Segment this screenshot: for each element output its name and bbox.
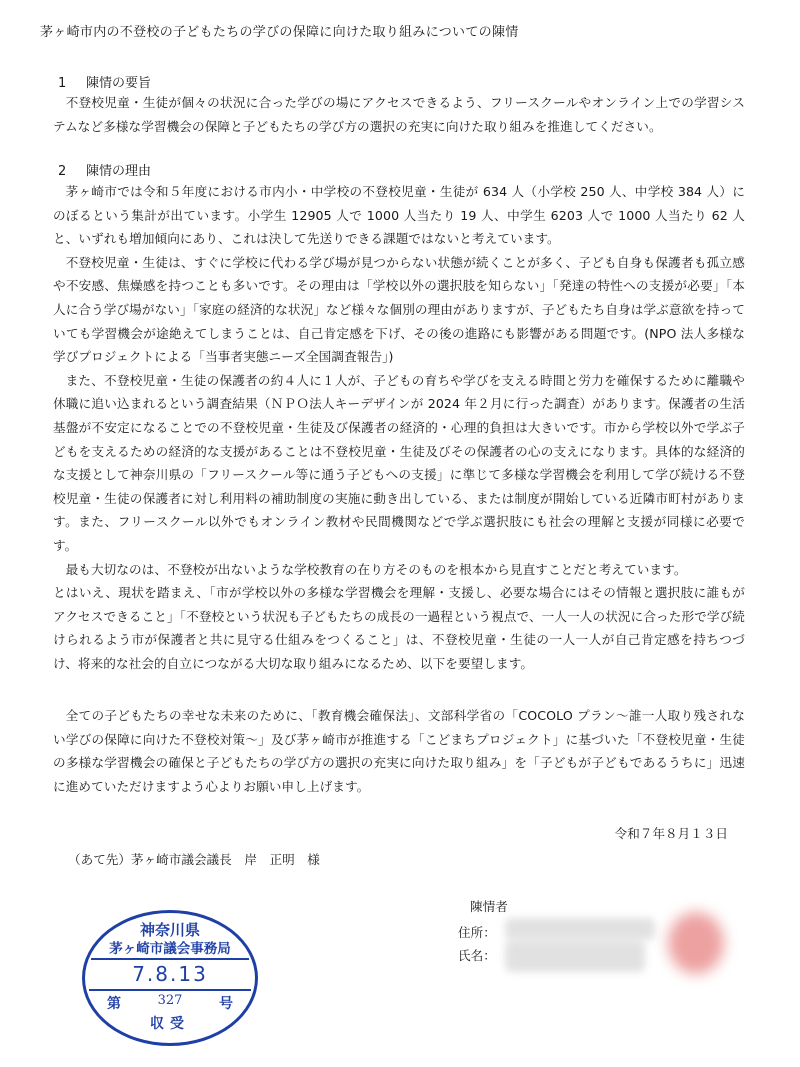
reason-paragraph-1: 茅ヶ崎市では令和５年度における市内小・中学校の不登校児童・生徒が 634 人（小学校 250 人、中学校 384 人）にのぼるという集計が出ています。小学生 12905 人で 1000 人当たり 19 人、中学生 6203 人で 1000 人当たり 62 人と、いずれも増加傾向にあり、これは決して先送りできる課題ではないと考えています。 [53,184,745,247]
name-label: 氏名： [458,948,496,963]
reason-paragraph-3: また、不登校児童・生徒の保護者の約４人に１人が、子どもの育ちや学びを支える時間と労力を確保するために離職や休職に追い込まれるという調査結果（ＮＰＯ法人キーデザインが 2024 年２月に行った調査）があります。保護者の生活基盤が不安定になることでの不登校児童・生徒及び保護者の経済的・心理的負担は大きいです。市から学校以外で学ぶ子どもを支えるための経済的な支援があることは不登校児童・生徒及びその保護者の心の支えになります。具体的な経済的な支援として神奈川県の「フリースクール等に通う子どもへの支援」に準じて多様な学習機会を利用して学び続ける不登校児童・生徒の保護者に対し利用料の補助制度の実施に動き出している、または制度が開始している近隣市町村があります。また、フリースクール以外でもオンライン教材や民間機関などで学ぶ選択肢にも社会の理解と支援が同様に必要です。 [53,372,745,553]
petitioner-label: 陳情者 [470,899,508,914]
stamp-office: 茅ヶ崎市議会事務局 [109,941,231,957]
section-1-text: 不登校児童・生徒が個々の状況に合った学びの場にアクセスできるよう、フリースクールやオンライン上での学習システムなど多様な学習機会の保障と子どもたちの学び方の選択の充実に向けた取り組みを推進してください。 [53,95,745,134]
stamp-go: 号 [219,996,233,1012]
redacted-address [505,918,655,940]
addressee: （あて先）茅ヶ崎市議会議長 岸 正明 様 [68,852,320,867]
stamp-date: 7.8.13 [132,962,208,986]
section-2-title: 陳情の理由 [86,164,152,179]
reason-paragraph-5: とはいえ、現状を踏まえ、「市が学校以外の多様な学習機会を理解・支援し、必要な場合にはその情報と選択肢に誰もがアクセスできること」「不登校という状況も子どもたちの成長の一過程という視点で、一人一人の状況に合った形で学び続けられるよう市が保護者と共に見守る仕組みをつくること」は、不登校児童・生徒の一人一人が自己肯定感を持ちつづけ、将来的な社会的自立につながる大切な取り組みになるため、以下を要望します。 [53,585,745,671]
document-title: 茅ヶ崎市内の不登校の子どもたちの学びの保障に向けた取り組みについての陳情 [40,25,519,40]
stamp-divider-top [91,958,249,960]
section-2-heading [58,160,151,179]
section-1-title: 陳情の要旨 [86,76,152,91]
section-1-body [53,91,745,138]
section-2-number: 2 [58,164,67,179]
stamp-number: 327 [157,993,183,1008]
address-label: 住所： [458,925,496,940]
reason-paragraph-4: 最も大切なのは、不登校が出ないような学校教育の在り方そのものを根本から見直すことだと考えています。 [65,561,687,577]
section-1-number: 1 [58,76,67,91]
reason-paragraph-2: 不登校児童・生徒は、すぐに学校に代わる学び場が見つからない状態が続くことが多く、子ども自身も保護者も孤立感や不安感、焦燥感を持つことも多いです。その理由は「学校以外の選択肢を知らない」「発達の特性への支援が必要」「本人に合う学び場がない」「家庭の経済的な状況」など様々な個別の理由がありますが、子どもたち自身は学ぶ意欲を持っていても学習機会が途絶えてしまうことは、自己肯定感を下げ、その後の進路にも影響がある問題です。(NPO 法人多様な学びプロジェクトによる「当事者実態ニーズ全国調査報告」) [53,254,745,365]
stamp-divider-bottom [89,989,251,991]
stamp-dai: 第 [107,996,121,1012]
document-date: 令和７年８月１３日 [614,826,728,841]
section-2-body [53,180,745,675]
stamp-received: 収受 [150,1016,190,1032]
stamp-prefecture: 神奈川県 [139,921,200,939]
redacted-name [505,940,645,972]
section-1-heading [58,72,151,91]
closing-block [53,704,745,798]
received-stamp [82,910,258,1046]
closing-paragraph: 全ての子どもたちの幸せな未来のために、「教育機会確保法」、文部科学省の「COCOLO プラン～誰一人取り残されない学びの保障に向けた不登校対策～」及び茅ヶ崎市が推進する「こどまちプロジェクト」に基づいた「不登校児童・生徒の多様な学習機会の確保と子どもたちの学び方の選択の充実に向けた取り組み」を「子どもが子どもであるうちに」迅速に進めていただけますよう心よりお願い申し上げます。 [53,708,745,794]
personal-seal-redacted [668,912,724,974]
